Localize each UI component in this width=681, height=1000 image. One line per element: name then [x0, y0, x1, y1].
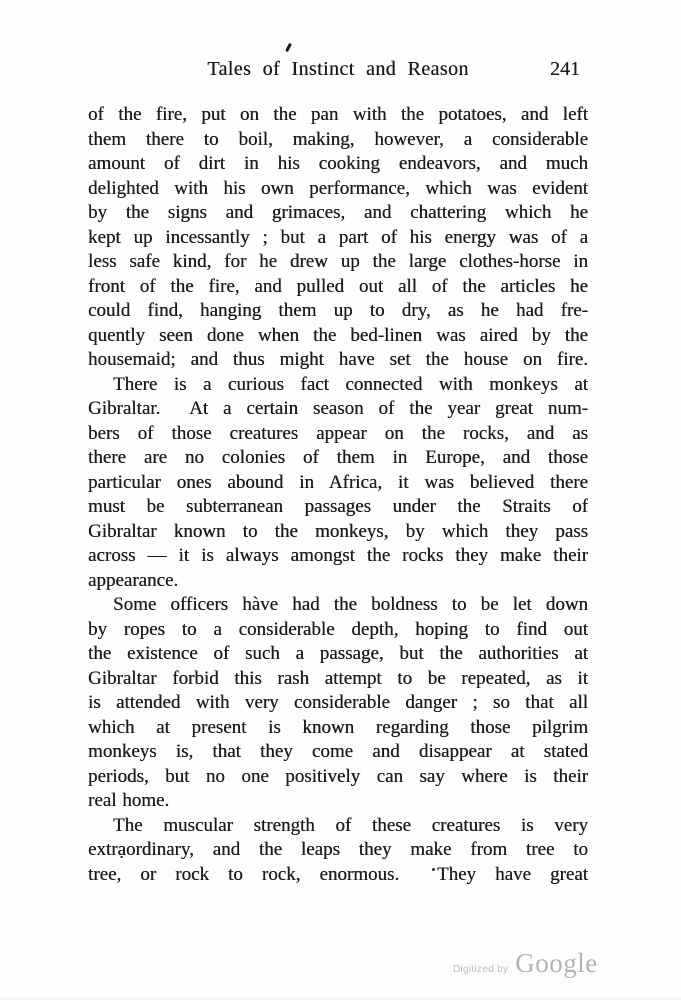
- text-line: across — it is always amongst the rocks they make their: [88, 545, 588, 566]
- text-line: delighted with his own performance, which was evident: [88, 177, 588, 199]
- text-line: There is a curious fact connected with monkeys at: [113, 373, 588, 395]
- text-line: them there to boil, making, however, a considerable: [88, 128, 588, 150]
- text-line: less safe kind, for he drew up the large clothes-horse in: [88, 251, 588, 272]
- text-line: appearance.: [88, 569, 179, 591]
- text-line: amount of dirt in his cooking endeavors, and much: [88, 153, 588, 174]
- text-line: real home.: [88, 790, 170, 811]
- text-line: by ropes to a considerable depth, hoping to find out: [88, 618, 588, 640]
- text-line: periods, but no one positively can say where is their: [88, 765, 588, 787]
- google-logo: Google: [515, 948, 598, 978]
- text-line: is attended with very considerable danger ; so that all: [88, 692, 588, 713]
- text-line: monkeys is, that they come and disappear at stated: [88, 741, 588, 762]
- digitized-by-label: Digitized by: [453, 964, 509, 975]
- text-line: Some officers hàve had the boldness to be let down: [113, 594, 588, 615]
- text-line: must be subterranean passages under the Straits of: [88, 496, 588, 517]
- text-line: particular ones abound in Africa, it was believed there: [88, 471, 588, 493]
- page-text: [88, 103, 588, 887]
- text-line: The muscular strength of these creatures is very: [113, 814, 588, 836]
- text-line: bers of those creatures appear on the rocks, and as: [88, 422, 588, 444]
- text-line: there are no colonies of them in Europe, and those: [88, 447, 588, 468]
- text-line: tree, or rock to rock, enormous. They have great: [88, 863, 588, 885]
- text-line: quently seen done when the bed-linen was aired by the: [88, 324, 588, 346]
- text-line: could find, hanging them up to dry, as he had fre-: [88, 300, 588, 321]
- text-line: which at present is known regarding those pilgrim: [88, 716, 588, 738]
- text-line: Gibraltar. At a certain season of the year great num-: [88, 398, 588, 419]
- page-number: 241: [550, 58, 580, 80]
- text-line: Gibraltar forbid this rash attempt to be repeated, as it: [88, 667, 588, 689]
- text-line: the existence of such a passage, but the authorities at: [88, 643, 588, 664]
- text-line: Gibraltar known to the monkeys, by which they pass: [88, 520, 588, 542]
- text-line: kept up incessantly ; but a part of his energy was of a: [88, 226, 588, 248]
- print-artifact-mark: [285, 43, 292, 52]
- text-line: of the fire, put on the pan with the potatoes, and left: [88, 104, 588, 125]
- text-line: front of the fire, and pulled out all of the articles he: [88, 275, 588, 297]
- text-line: by the signs and grimaces, and chattering which he: [88, 202, 588, 223]
- digitization-watermark: [453, 948, 598, 979]
- running-head: [88, 56, 588, 82]
- page-title: Tales of Instinct and Reason: [207, 58, 469, 80]
- text-line: extrạordinary, and the leaps they make from tree to: [88, 839, 588, 860]
- text-line: housemaid; and thus might have set the house on fire.: [88, 349, 588, 370]
